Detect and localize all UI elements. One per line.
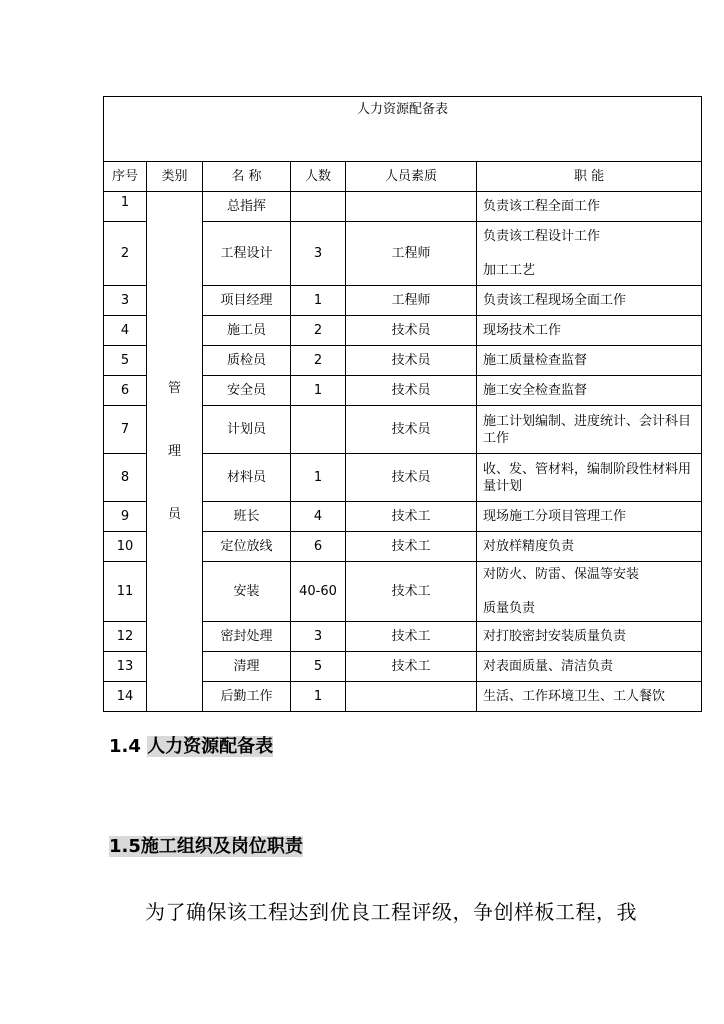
row-count [291,406,346,454]
row-duty: 对表面质量、清洁负责 [477,652,702,682]
row-count: 3 [291,222,346,286]
row-name: 质检员 [203,346,291,376]
row-name: 安全员 [203,376,291,406]
row-duty: 对打胶密封安装质量负责 [477,622,702,652]
row-quality: 技术员 [346,346,477,376]
staffing-table-container [103,96,701,712]
row-count: 4 [291,502,346,532]
row-duty: 收、发、管材料，编制阶段性材料用量计划 [477,454,702,502]
row-no: 11 [104,562,147,622]
row-no: 9 [104,502,147,532]
row-duty [477,562,702,622]
col-header-duty: 职 能 [477,162,702,192]
row-count: 2 [291,346,346,376]
duty-line: 负责该工程设计工作 [483,229,601,244]
col-header-quality: 人员素质 [346,162,477,192]
row-count: 5 [291,652,346,682]
category-char: 管 [167,381,181,396]
row-name: 工程设计 [203,222,291,286]
row-name: 施工员 [203,316,291,346]
row-name: 项目经理 [203,286,291,316]
row-name: 总指挥 [203,192,291,222]
row-quality: 技术工 [346,622,477,652]
col-header-count: 人数 [291,162,346,192]
row-count: 1 [291,376,346,406]
row-duty: 施工安全检查监督 [477,376,702,406]
row-quality: 技术工 [346,532,477,562]
row-name: 后勤工作 [203,682,291,712]
row-no: 8 [104,454,147,502]
category-char: 理 [167,444,181,459]
col-header-category: 类别 [147,162,203,192]
row-no: 12 [104,622,147,652]
col-header-name: 名 称 [203,162,291,192]
row-quality: 技术员 [346,316,477,346]
table-title: 人力资源配备表 [104,97,702,162]
row-count: 1 [291,454,346,502]
row-duty: 负责该工程现场全面工作 [477,286,702,316]
row-no: 4 [104,316,147,346]
staffing-table [103,96,702,712]
row-no: 7 [104,406,147,454]
row-name: 计划员 [203,406,291,454]
row-quality: 技术工 [346,652,477,682]
row-quality: 技术员 [346,454,477,502]
duty-line: 对防火、防雷、保温等安装 [483,567,640,582]
header-row [104,162,702,192]
row-no: 3 [104,286,147,316]
row-duty: 施工质量检查监督 [477,346,702,376]
category-cell [147,192,203,712]
section-heading-1-5 [109,832,303,858]
row-name: 安装 [203,562,291,622]
row-count: 3 [291,622,346,652]
row-duty: 现场技术工作 [477,316,702,346]
row-no: 10 [104,532,147,562]
section-number: 1.5 [109,836,141,857]
row-name: 密封处理 [203,622,291,652]
duty-line: 质量负责 [483,601,536,616]
row-name: 清理 [203,652,291,682]
row-duty: 施工计划编制、进度统计、会计科目工作 [477,406,702,454]
row-quality: 技术员 [346,376,477,406]
section-number: 1.4 [109,736,141,757]
row-duty: 负责该工程全面工作 [477,192,702,222]
body-paragraph: 为了确保该工程达到优良工程评级，争创样板工程，我 [145,900,637,924]
row-count: 1 [291,682,346,712]
row-duty: 对放样精度负责 [477,532,702,562]
duty-line: 加工工艺 [483,263,536,278]
row-name: 材料员 [203,454,291,502]
row-count: 40-60 [291,562,346,622]
row-quality [346,682,477,712]
row-name: 班长 [203,502,291,532]
section-title: 人力资源配备表 [147,736,274,757]
row-quality: 技术工 [346,502,477,532]
row-no: 2 [104,222,147,286]
section-heading-1-4 [109,732,273,758]
col-header-no: 序号 [104,162,147,192]
row-quality: 技术员 [346,406,477,454]
row-count: 2 [291,316,346,346]
row-no: 6 [104,376,147,406]
row-no: 14 [104,682,147,712]
row-quality [346,192,477,222]
category-char: 员 [167,507,181,522]
row-duty: 生活、工作环境卫生、工人餐饮 [477,682,702,712]
row-count: 6 [291,532,346,562]
row-no: 13 [104,652,147,682]
section-title: 施工组织及岗位职责 [140,836,303,857]
row-name: 定位放线 [203,532,291,562]
row-count: 1 [291,286,346,316]
table-row [104,192,702,222]
row-quality: 工程师 [346,222,477,286]
row-quality: 技术工 [346,562,477,622]
row-count [291,192,346,222]
row-quality: 工程师 [346,286,477,316]
row-no: 1 [104,192,147,222]
row-no: 5 [104,346,147,376]
row-duty: 现场施工分项目管理工作 [477,502,702,532]
row-duty [477,222,702,286]
